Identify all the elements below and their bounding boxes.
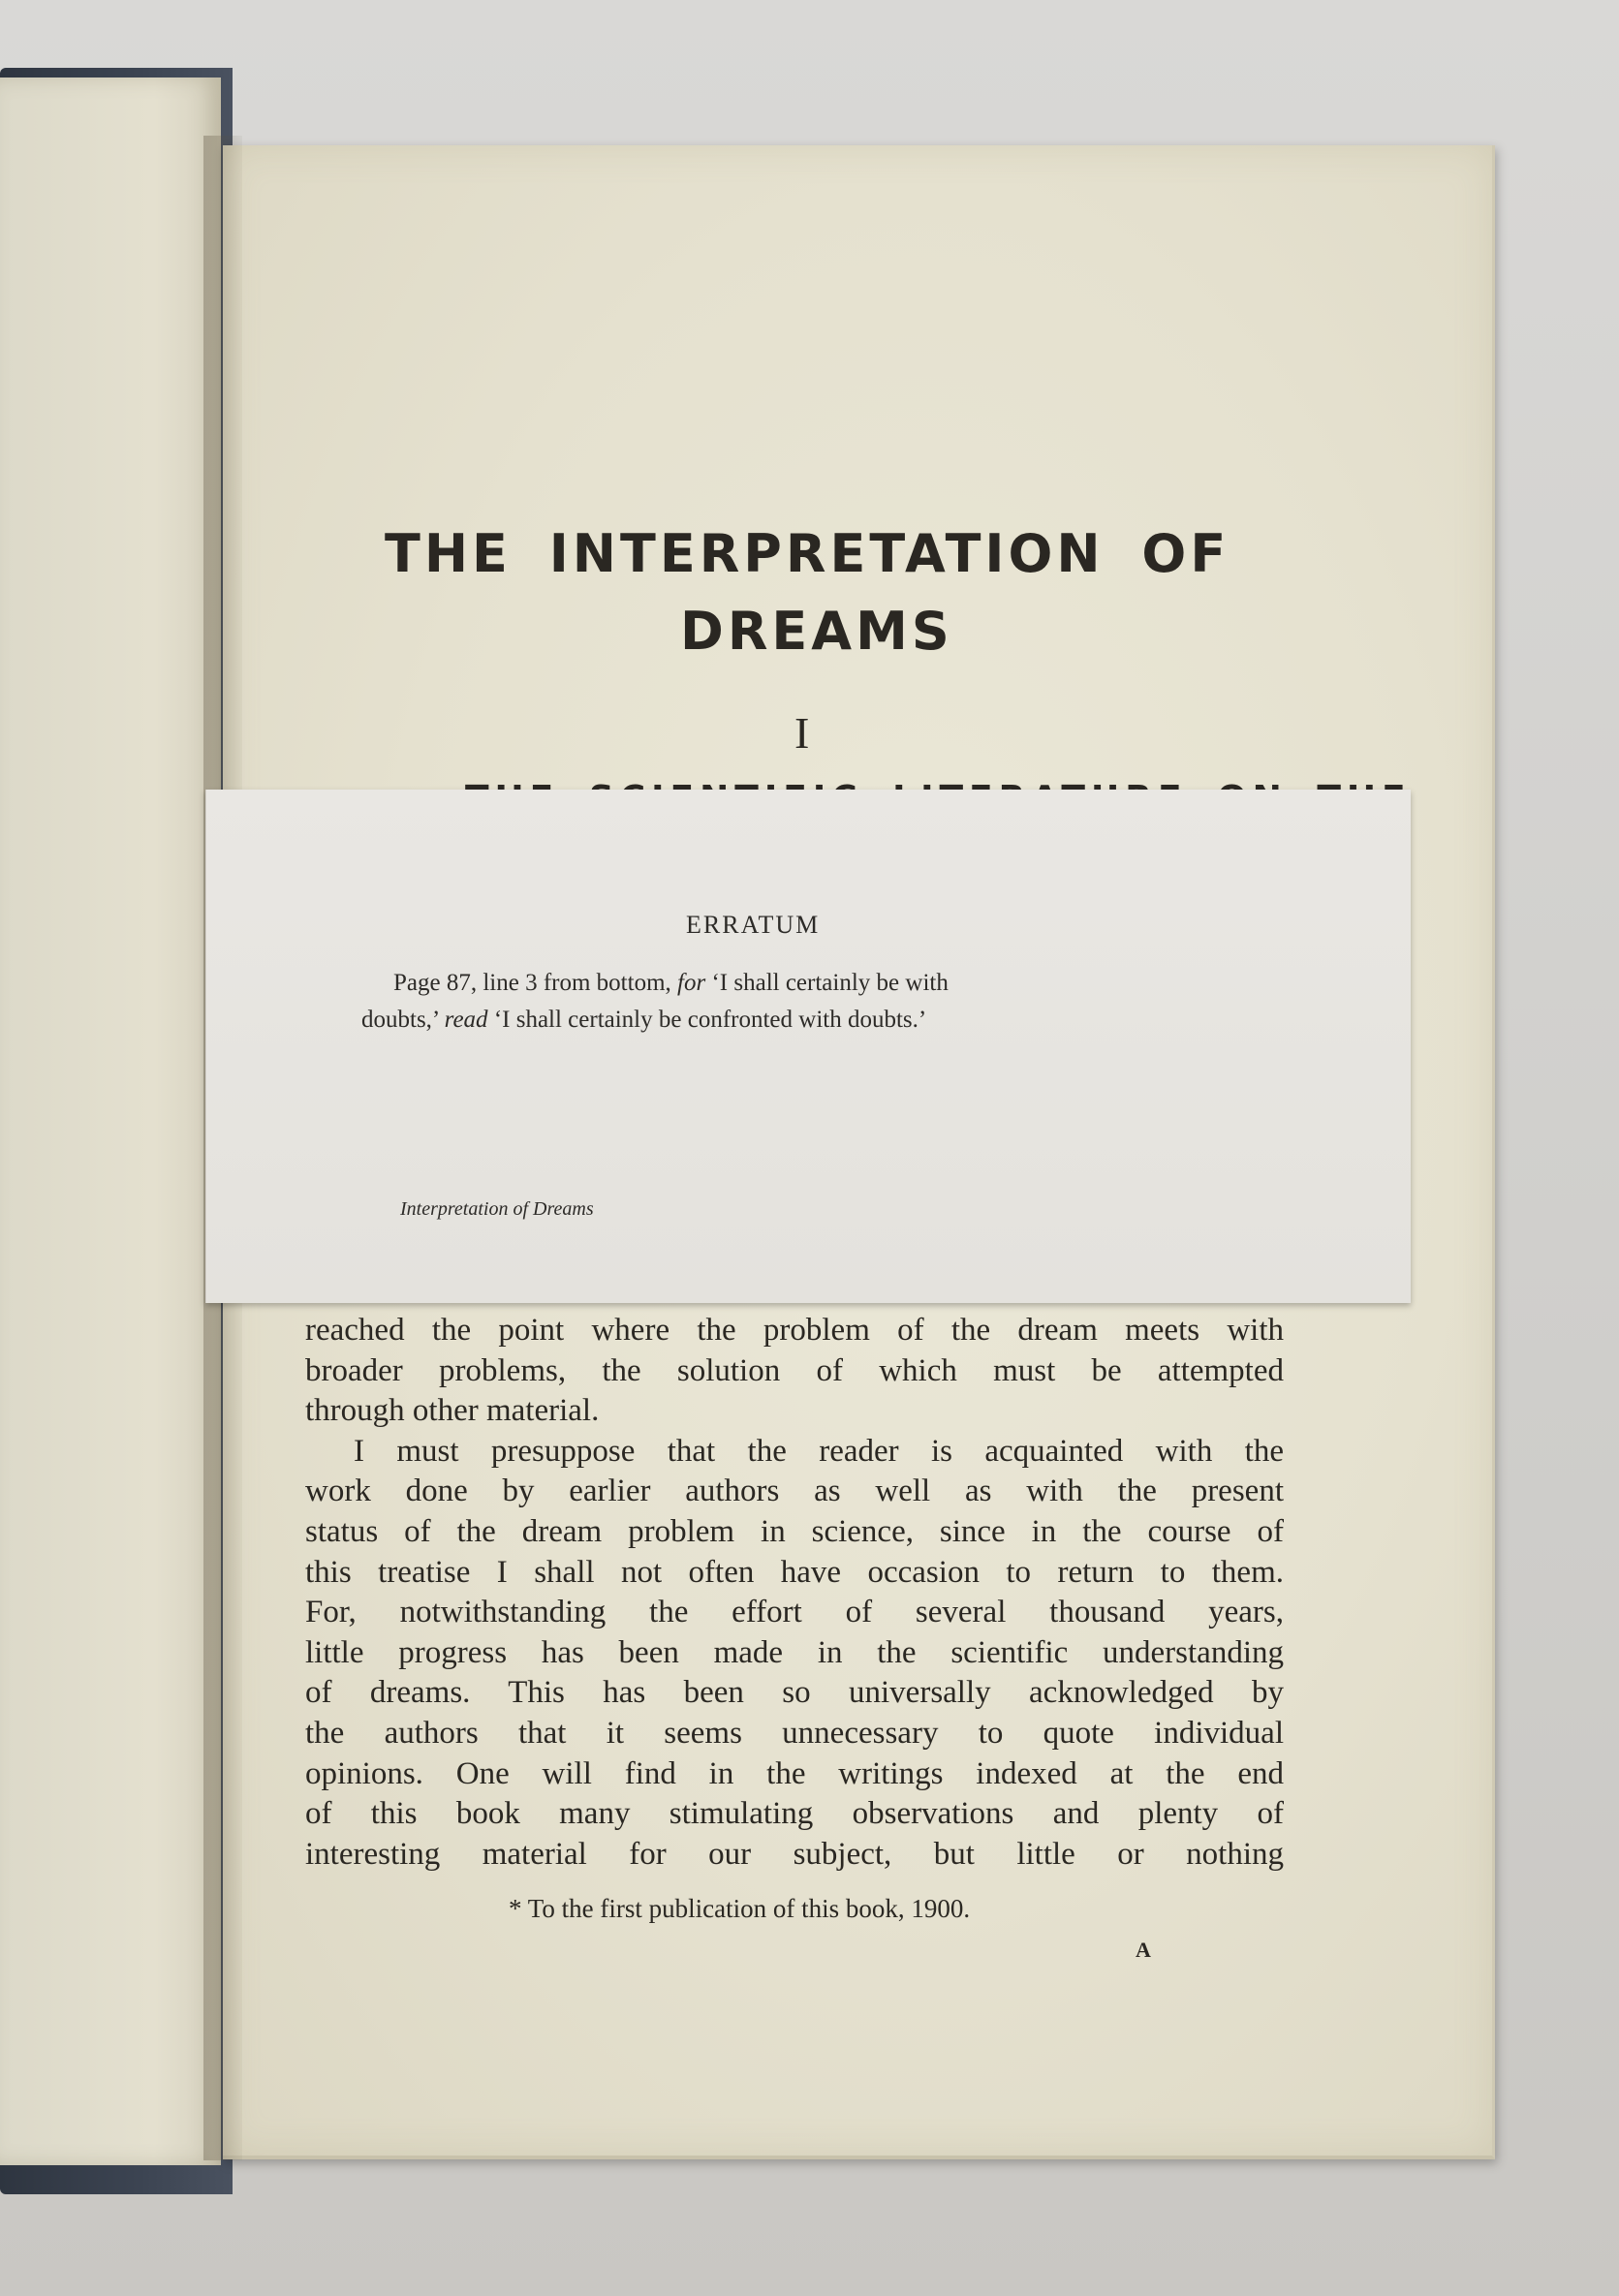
erratum-line-1-end: ‘I shall certainly be with (705, 970, 949, 996)
page-title-line-2: DREAMS (680, 601, 953, 662)
body-line: little progress has been made in the scientific understanding (305, 1634, 1284, 1670)
body-line: status of the dream problem in science, since in the course of (305, 1513, 1284, 1549)
body-line: interesting material for our subject, but little or nothing (305, 1836, 1284, 1872)
body-line: opinions. One will find in the writings indexed at the end (305, 1755, 1284, 1791)
erratum-for-word: for (677, 970, 706, 996)
body-line: the authors that it seems unnecessary to quote individual (305, 1715, 1284, 1751)
body-line: this treatise I shall not often have occasion to return to them. (305, 1554, 1284, 1590)
chapter-number: I (794, 708, 810, 758)
body-line: For, notwithstanding the effort of several thousand years, (305, 1595, 1284, 1630)
body-line: reached the point where the problem of the dream meets with (305, 1313, 1284, 1348)
body-line: work done by earlier authors as well as with the present (305, 1474, 1284, 1509)
erratum-line-2-start: doubts,’ (361, 1007, 445, 1033)
erratum-line-1 (393, 970, 949, 997)
page-title-line-1: THE INTERPRETATION OF (385, 523, 1230, 584)
body-line: of dreams. This has been so universally acknowledged by (305, 1675, 1284, 1711)
erratum-line-2 (361, 1007, 926, 1034)
erratum-line-1-start: Page 87, line 3 from bottom, (393, 970, 678, 996)
erratum-slip (205, 790, 1411, 1303)
body-line: broader problems, the solution of which must be attempted (305, 1352, 1284, 1388)
erratum-line-2-end: ‘I shall certainly be confronted with doubts.’ (487, 1007, 927, 1033)
left-page (0, 78, 221, 2165)
body-line: through other material. (305, 1393, 600, 1429)
footnote: * To the first publication of this book, 1900. (509, 1894, 971, 1923)
signature-mark: A (1136, 1938, 1151, 1962)
body-line: I must presuppose that the reader is acquainted with the (354, 1433, 1284, 1469)
erratum-footer: Interpretation of Dreams (400, 1198, 594, 1220)
erratum-heading: ERRATUM (686, 911, 821, 939)
body-line: of this book many stimulating observations and plenty of (305, 1796, 1284, 1832)
body-text (305, 1311, 1284, 1875)
erratum-read-word: read (444, 1007, 488, 1033)
